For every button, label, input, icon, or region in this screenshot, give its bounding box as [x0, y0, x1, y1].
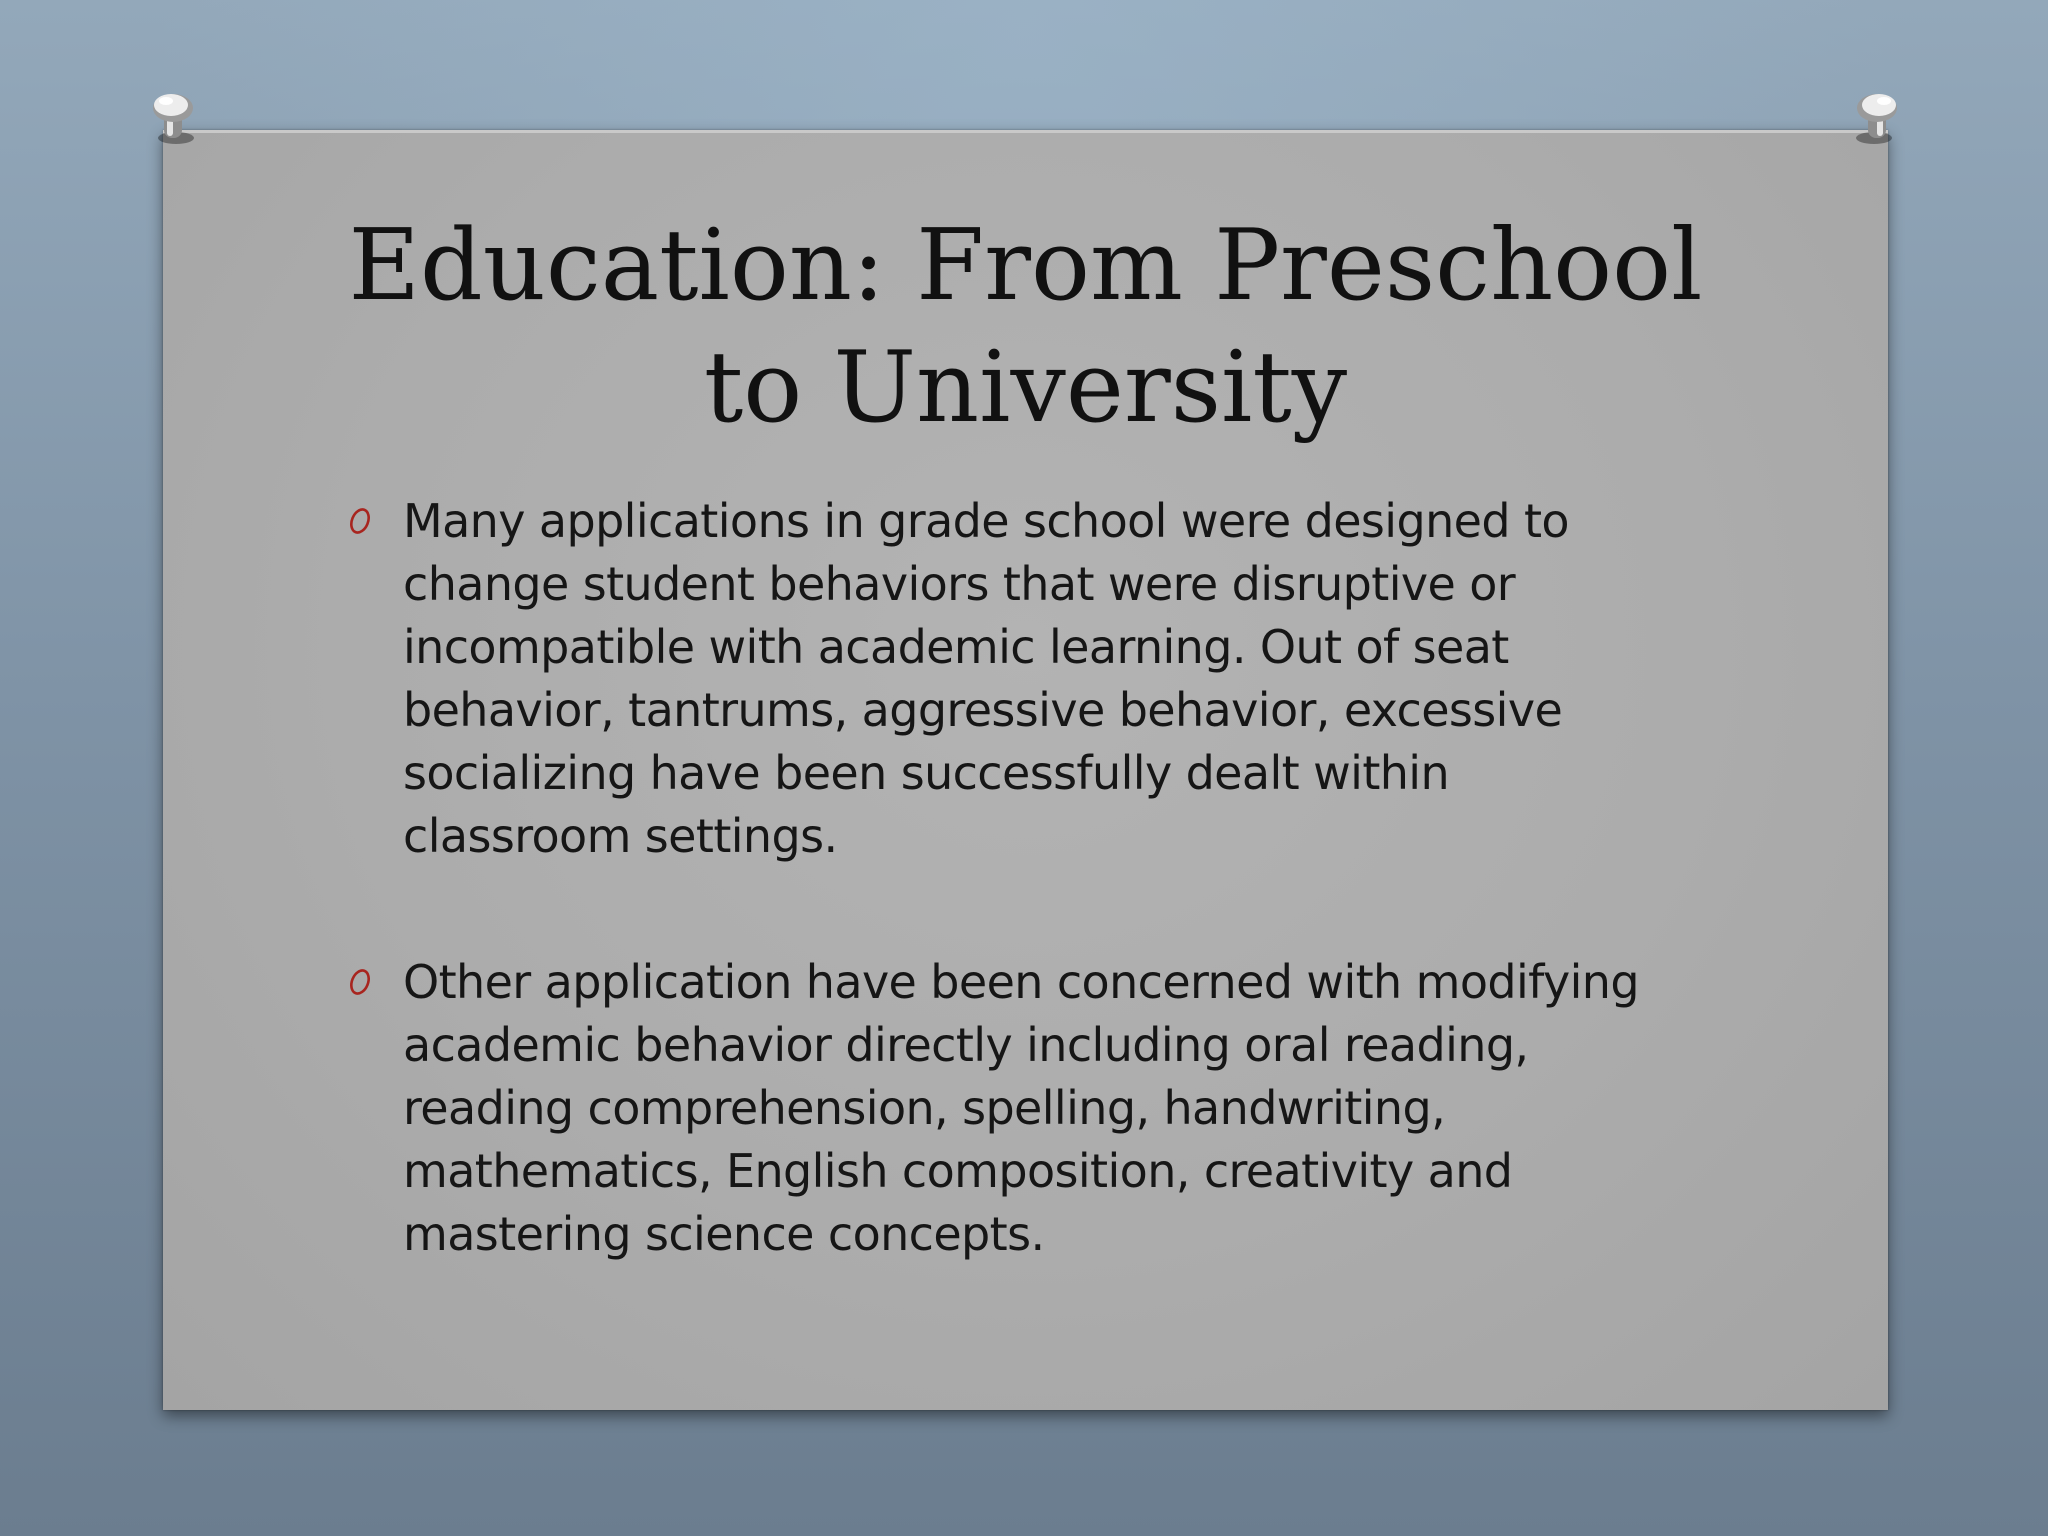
slide-title — [163, 205, 1888, 449]
bullet-list — [345, 490, 1685, 1266]
title-line-1: Education: From Preschool — [348, 209, 1703, 323]
bullet-item — [345, 490, 1685, 868]
title-line-2: to University — [703, 331, 1348, 445]
oval-bullet-icon — [345, 504, 375, 538]
oval-bullet-icon — [345, 965, 375, 999]
pushpin-icon — [1854, 88, 1900, 146]
bullet-item — [345, 951, 1685, 1266]
bullet-text: Many applications in grade school were designed to change student behaviors that were disruptive or incompatible with academic learning. Out of seat behavior, tantrums, aggressive behavior, excessive socializing have been successfully dealt within classroom settings. — [403, 494, 1569, 863]
pushpin-icon — [150, 88, 196, 146]
bullet-text: Other application have been concerned with modifying academic behavior directly including oral reading, reading comprehension, spelling, handwriting, mathematics, English composition, creativity and mastering science concepts. — [403, 955, 1639, 1261]
